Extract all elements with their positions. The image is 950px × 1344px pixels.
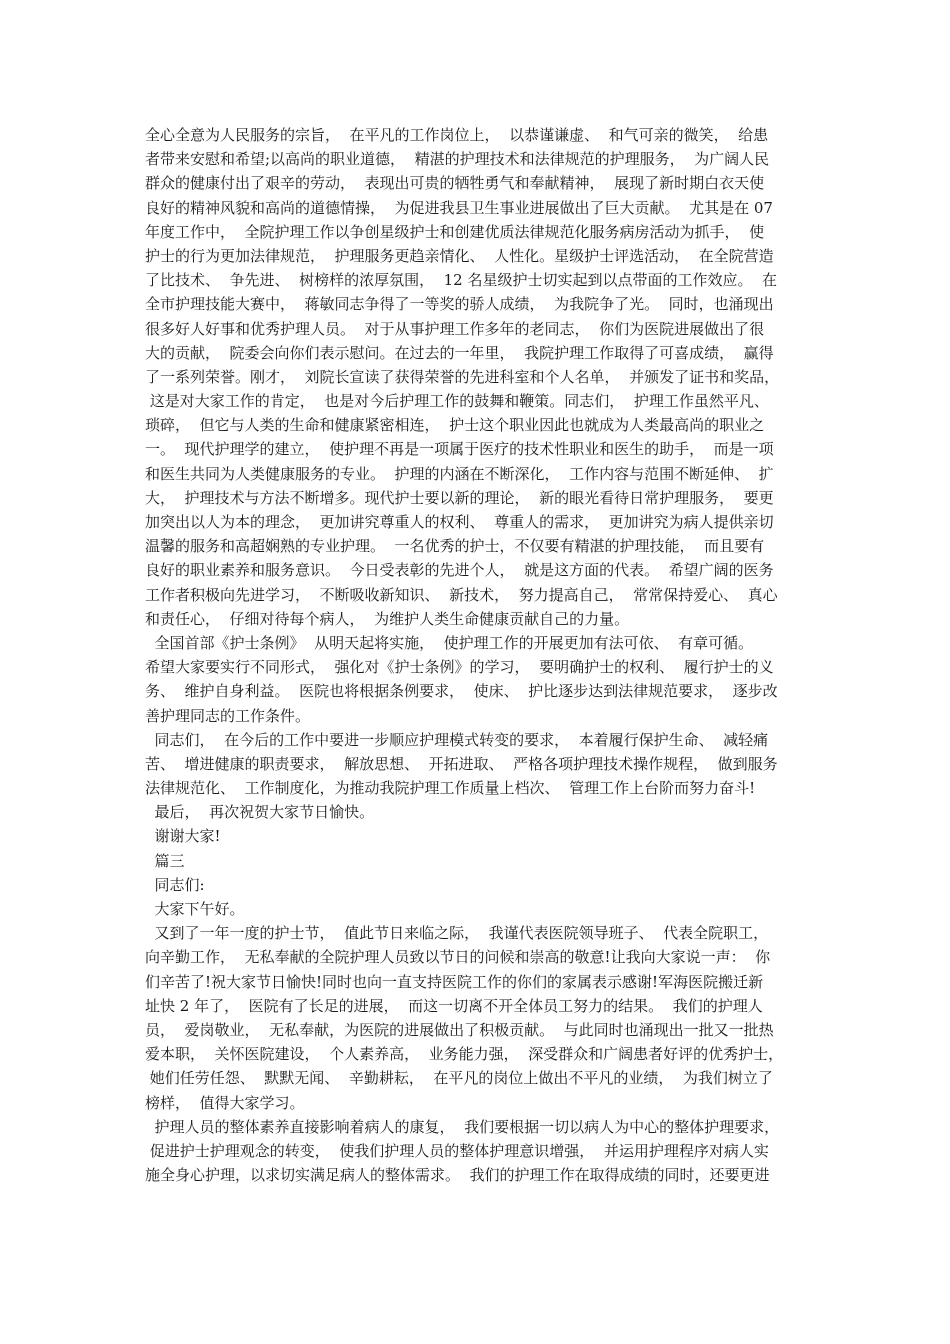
text-line: 和责任心， 仔细对待每个病人， 为维护人类生命健康贡献自己的力量。 — [145, 609, 630, 628]
text-line: 全心全意为人民服务的宗旨， 在平凡的工作岗位上， 以恭谨谦虚、 和气可亲的微笑， 给患 — [145, 126, 769, 144]
text-line: 群众的健康付出了艰辛的劳动， 表现出可贵的牺牲勇气和奉献精神， 展现了新时期白衣天使 — [145, 174, 765, 193]
text-line: 务、 维护自身利益。 医院也将根据条例要求， 使床、 护比逐步达到法律规范要求， 逐步改 — [145, 682, 778, 701]
text-line: 施全身心护理，以求切实满足病人的整体需求。 我们的护理工作在取得成绩的同时，还要更进 — [145, 1166, 770, 1185]
text-line: 向辛勤工作， 无私奉献的全院护理人员致以节日的问候和崇高的敬意!让我向大家说一声： 你 — [145, 948, 771, 967]
text-line: 者带来安慰和希望;以高尚的职业道德， 精湛的护理技术和法律规范的护理服务， 为广阔人民 — [145, 150, 770, 169]
text-line: 法律规范化、 工作制度化，为推动我院护理工作质量上档次、 管理工作上台阶而努力奋斗! — [145, 779, 756, 798]
text-line: 护理人员的整体素养直接影响着病人的康复， 我们要根据一切以病人为中心的整体护理要求， — [145, 1117, 780, 1136]
text-line: 很多好人好事和优秀护理人员。 对于从事护理工作多年的老同志， 你们为医院进展做出了很 — [145, 319, 765, 338]
text-line: 同志们， 在今后的工作中要进一步顺应护理模式转变的要求， 本着履行保护生命、 减轻痛 — [145, 730, 769, 749]
text-line: 苦、 增进健康的职责要求， 解放思想、 开拓进取、 严格各项护理技术操作规程， 做到服务 — [145, 754, 778, 773]
text-line: 护士的行为更加法律规范， 护理服务更趋亲情化、 人性化。星级护士评选活动， 在全院营造 — [145, 246, 774, 265]
text-line: 琐碎， 但它与人类的生命和健康紧密相连， 护士这个职业因此也就成为人类最高尚的职业之 — [145, 416, 765, 435]
text-line: 又到了一年一度的护士节， 值此节日来临之际， 我谨代表医院领导班子、 代表全院职工， — [145, 924, 769, 943]
text-line: 大的贡献， 院委会向你们表示慰问。在过去的一年里， 我院护理工作取得了可喜成绩， 赢得 — [145, 343, 774, 362]
text-line: 们辛苦了!祝大家节日愉快!同时也向一直支持医院工作的你们的家属表示感谢!军海医院搬迁新 — [145, 972, 764, 991]
text-line: 良好的职业素养和服务意识。 今日受表彰的先进个人， 就是这方面的代表。 希望广阔的医务 — [145, 561, 774, 580]
text-line: 爱本职， 关怀医院建设， 个人素养高， 业务能力强， 深受群众和广阔患者好评的优秀护士， — [145, 1045, 784, 1064]
text-line: 大家下午好。 — [145, 900, 245, 918]
text-line: 她们任劳任怨、 默默无闻、 辛勤耕耘， 在平凡的岗位上做出不平凡的业绩， 为我们树立了 — [145, 1069, 773, 1088]
text-line: 大， 护理技术与方法不断增多。现代护士要以新的理论， 新的眼光看待日常护理服务， 要更 — [145, 488, 774, 507]
text-line: 加突出以人为本的理念， 更加讲究尊重人的权利、 尊重人的需求， 更加讲究为病人提供亲切 — [145, 513, 774, 531]
text-line: 同志们: — [145, 875, 205, 894]
text-line: 温馨的服务和高超娴熟的专业护理。 一名优秀的护士，不仅要有精湛的护理技能， 而且要有 — [145, 537, 765, 556]
text-line: 促进护士护理观念的转变， 使我们护理人员的整体护理意识增强， 并运用护理程序对病人实 — [145, 1141, 769, 1160]
text-line: 和医生共同为人类健康服务的专业。 护理的内涵在不断深化， 工作内容与范围不断延伸、 扩 — [145, 464, 774, 483]
text-line: 年度工作中， 全院护理工作以争创星级护士和创建优质法律规范化服务病房活动为抓手， 使 — [145, 222, 765, 241]
text-line: 一。 现代护理学的建立， 使护理不再是一项属于医疗的技术性职业和医生的助手， 而是一项 — [145, 440, 774, 459]
text-line: 榜样， 值得大家学习。 — [145, 1093, 305, 1112]
text-line: 了比技术、 争先进、 树榜样的浓厚氛围， 12 名星级护士切实起到以点带面的工作效应。 在 — [145, 271, 778, 290]
text-line: 工作者积极向先进学习， 不断吸收新知识、 新技术， 努力提高自己， 常常保持爱心、 真心 — [145, 585, 778, 604]
text-line: 善护理同志的工作条件。 — [145, 706, 311, 725]
text-line: 全市护理技能大赛中， 蒋敏同志争得了一等奖的骄人成绩， 为我院争了光。 同时，也涌现出 — [145, 295, 774, 314]
text-line: 这是对大家工作的肯定， 也是对今后护理工作的鼓舞和鞭策。同志们， 护理工作虽然平凡、 — [145, 392, 769, 411]
text-line: 全国首部《护士条例》 从明天起将实施， 使护理工作的开展更加有法可依、 有章可循。 — [145, 633, 754, 652]
text-line: 谢谢大家! — [145, 827, 221, 846]
body-text — [145, 123, 825, 1187]
text-line: 希望大家要实行不同形式， 强化对《护士条例》的学习， 要明确护士的权利、 履行护士的义 — [145, 658, 774, 677]
text-line: 最后， 再次祝贺大家节日愉快。 — [145, 803, 375, 822]
text-line: 址快 2 年了， 医院有了长足的进展， 而这一切离不开全体员工努力的结果。 我们的护理人 — [145, 996, 763, 1015]
text-line: 了一系列荣誉。刚才， 刘院长宣读了获得荣誉的先进科室和个人名单， 并颁发了证书和奖品， — [145, 367, 780, 386]
text-line: 良好的精神风貌和高尚的道德情操， 为促进我县卫生事业进展做出了巨大贡献。 尤其是在 07 — [145, 198, 773, 217]
section-heading: 篇三 — [145, 851, 185, 870]
text-line: 员， 爱岗敬业， 无私奉献，为医院的进展做出了积极贡献。 与此同时也涌现出一批又一批热 — [145, 1020, 774, 1039]
